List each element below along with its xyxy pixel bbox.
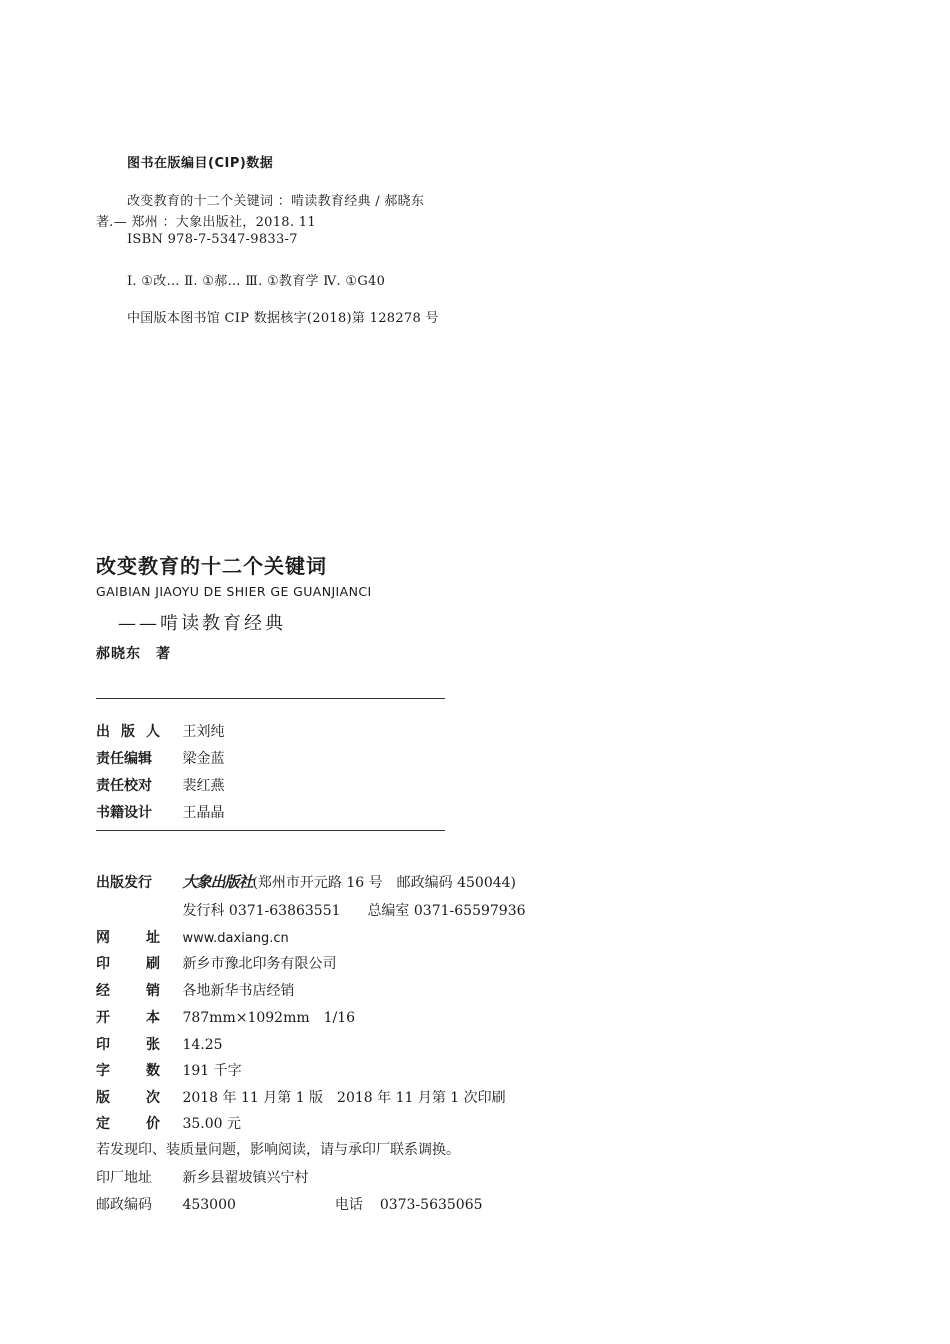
staff-label: 责任编辑 [96,751,152,767]
staff-row-proofreader [96,775,224,795]
cip-publisher-line: 著.— 郑州 ：大象出版社，2018. 11 [96,215,316,230]
cip-classification: Ⅰ. ①改… Ⅱ. ①郝… Ⅲ. ①教育学 Ⅳ. ①G40 [127,274,386,289]
info-label: 出版发行 [96,875,152,891]
staff-value: 王晶晶 [182,805,225,821]
phone-label: 电话 [334,1197,363,1213]
info-row-edition: 版 次 2018 年 11 月第 1 版 2018 年 11 月第 1 次印刷 [96,1087,506,1107]
staff-label: 书籍设计 [96,805,152,821]
staff-value: 裴红燕 [182,778,225,794]
publisher-logo-text: 大象出版社 [182,873,253,891]
staff-row-editor [96,748,224,768]
editorial-label: 总编室 [367,903,410,919]
editorial-phone: 0371-65597936 [413,903,526,919]
cip-library-record: 中国版本图书馆 CIP 数据核字(2018)第 128278 号 [127,311,439,326]
factory-address-value: 新乡县翟坡镇兴宁村 [182,1170,309,1186]
sales-dept-phone: 0371-63863551 [228,903,341,919]
info-row-phones [96,900,526,920]
book-author: 郝晓东 著 [96,646,171,662]
cip-isbn: ISBN 978-7-5347-9833-7 [127,232,298,247]
sheets-value: 14.25 [182,1037,223,1053]
edition-value: 2018 年 11 月第 1 版 2018 年 11 月第 1 次印刷 [182,1090,506,1106]
info-label: 邮政编码 [96,1197,152,1213]
info-row-distributor: 经 销 各地新华书店经销 [96,980,294,1000]
publisher-address: (郑州市开元路 16 号 邮政编码 450044) [252,875,517,891]
info-label: 印厂地址 [96,1170,152,1186]
divider-bottom [96,830,445,831]
info-row-factory-address [96,1167,308,1187]
info-row-sheets: 印 张 14.25 [96,1037,223,1053]
staff-value: 梁金蓝 [182,751,225,767]
book-pinyin-title: GAIBIAN JIAOYU DE SHIER GE GUANJIANCI [96,584,372,599]
phone-value: 0373-5635065 [379,1197,483,1213]
cip-heading: 图书在版编目(CIP)数据 [127,156,274,171]
book-title: 改变教育的十二个关键词 [96,554,327,578]
distributor-value: 各地新华书店经销 [182,983,295,999]
staff-row-designer [96,802,224,822]
quality-notice: 若发现印、装质量问题，影响阅读，请与承印厂联系调换。 [96,1142,460,1158]
info-row-website: 网 址 www.daxiang.cn [96,930,289,946]
info-row-printer: 印 刷 新乡市豫北印务有限公司 [96,953,336,973]
wordcount-value: 191 千字 [182,1063,242,1079]
postcode-value: 453000 [182,1197,236,1213]
info-row-format: 开 本 787mm×1092mm 1/16 [96,1007,355,1027]
staff-value: 王刘纯 [182,724,225,740]
sales-dept-label: 发行科 [182,903,225,919]
cip-title-line: 改变教育的十二个关键词 ：啃读教育经典 / 郝晓东 [127,194,425,209]
staff-row-publisher [96,721,224,741]
info-row-price: 定 价 35.00 元 [96,1113,241,1133]
format-value: 787mm×1092mm 1/16 [182,1010,356,1026]
info-row-wordcount: 字 数 191 千字 [96,1060,242,1080]
book-subtitle: ——啃读教育经典 [118,613,286,634]
divider-top [96,698,445,699]
printer-value: 新乡市豫北印务有限公司 [182,956,337,972]
website-link[interactable]: www.daxiang.cn [182,931,289,946]
staff-label: 出 版 人 [96,724,160,740]
info-row-distribution [96,871,516,892]
info-row-postcode [96,1194,483,1214]
price-value: 35.00 元 [182,1116,241,1132]
staff-label: 责任校对 [96,778,152,794]
